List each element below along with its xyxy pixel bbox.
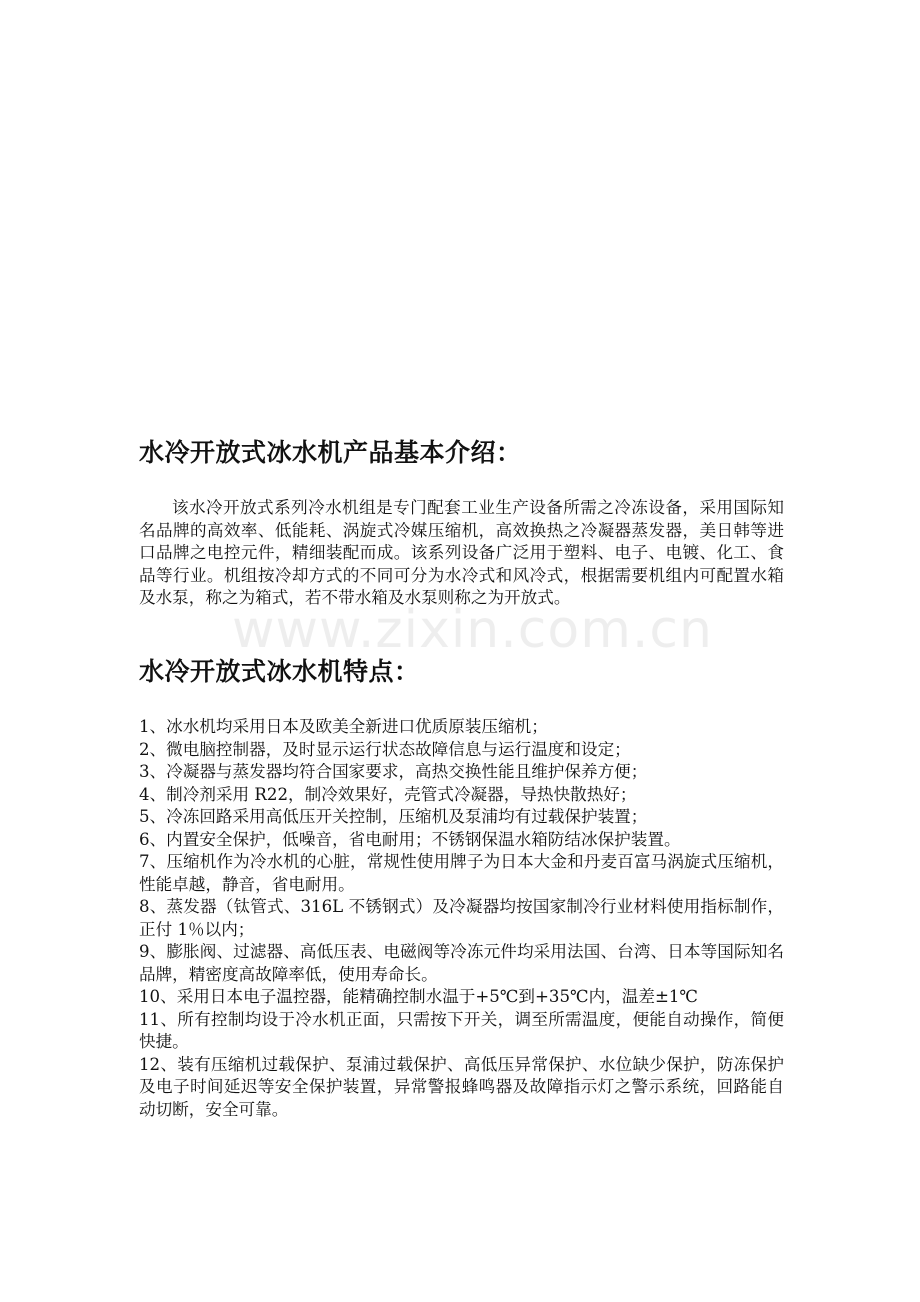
features-heading: 水冷开放式冰水机特点： (139, 657, 420, 686)
feature-item: 12、装有压缩机过载保护、泵浦过载保护、高低压异常保护、水位缺少保护，防冻保护及电子时间延迟等安全保护装置，异常警报蜂鸣器及故障指示灯之警示系统，回路能自动切断，安全可靠。 (139, 1054, 784, 1119)
intro-heading: 水冷开放式冰水机产品基本介绍： (139, 438, 522, 467)
feature-item: 1、冰水机均采用日本及欧美全新进口优质原装压缩机； (139, 717, 548, 736)
feature-item: 2、微电脑控制器，及时显示运行状态故障信息与运行温度和设定； (139, 739, 631, 759)
feature-item: 10、采用日本电子温控器，能精确控制水温于+5℃到+35℃内，温差±1℃ (139, 987, 698, 1006)
watermark: www.zixin.com.cn (232, 600, 713, 660)
intro-paragraph: 该水冷开放式系列冷水机组是专门配套工业生产设备所需之冷冻设备，采用国际知名品牌的高效率、低能耗、涡旋式冷媒压缩机，高效换热之冷凝器蒸发器，美日韩等进口品牌之电控元件，精细装配而成。该系列设备广泛用于塑料、电子、电镀、化工、食品等行业。机组按冷却方式的不同可分为水冷式和风冷式，根据需要机组内可配置水箱及水泵，称之为箱式，若不带水箱及水泵则称之为开放式。 (139, 498, 784, 607)
feature-item: 5、冷冻回路采用高低压开关控制，压缩机及泵浦均有过载保护装置； (139, 807, 648, 826)
feature-item: 6、内置安全保护，低噪音，省电耐用；不锈钢保温水箱防结冰保护装置。 (139, 829, 681, 849)
feature-item: 8、蒸发器（钛管式、316L 不锈钢式）及冷凝器均按国家制冷行业材料使用指标制作，正付 1％以内； (139, 897, 784, 939)
feature-item: 4、制冷剂采用 R22，制冷效果好，壳管式冷凝器，导热快散热好； (139, 784, 637, 804)
features-list (139, 716, 784, 1121)
feature-item: 9、膨胀阀、过滤器、高低压表、电磁阀等冷冻元件均采用法国、台湾、日本等国际知名品牌，精密度高故障率低，使用寿命长。 (139, 942, 784, 984)
feature-item: 7、压缩机作为冷水机的心脏，常规性使用牌子为日本大金和丹麦百富马涡旋式压缩机，性能卓越，静音，省电耐用。 (139, 852, 784, 894)
feature-item: 11、所有控制均设于冷水机正面，只需按下开关，调至所需温度，便能自动操作，简便快捷。 (139, 1009, 784, 1051)
feature-item: 3、冷凝器与蒸发器均符合国家要求，高热交换性能且维护保养方便； (139, 762, 648, 781)
